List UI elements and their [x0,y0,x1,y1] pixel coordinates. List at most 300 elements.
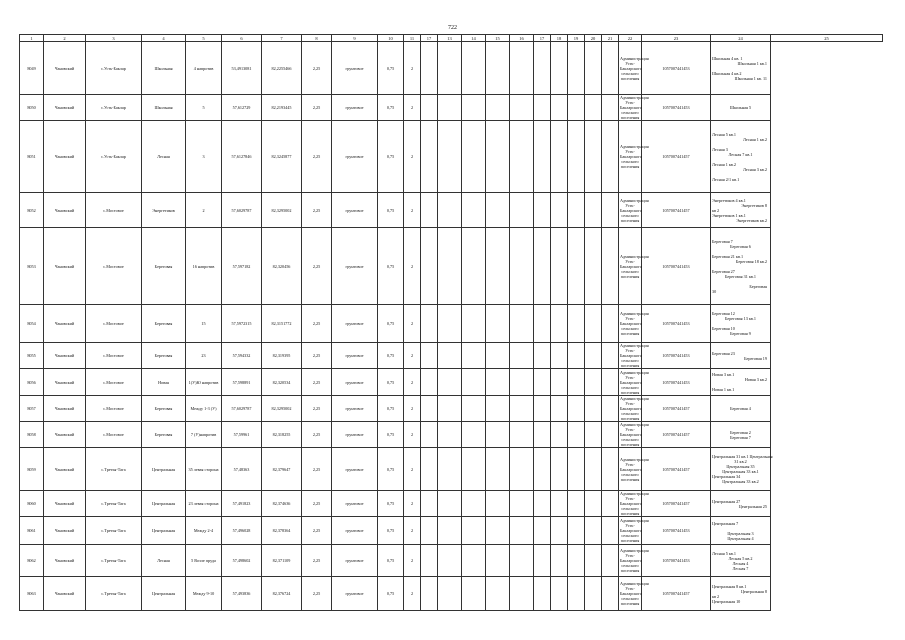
area-cell: 2,25 [302,545,332,577]
empty-cell [534,517,551,545]
area-cell: 2,25 [302,448,332,491]
empty-cell [462,305,486,343]
count-cell: 2 [404,95,421,121]
empty-cell [585,369,602,396]
empty-cell [585,545,602,577]
empty-cell [551,305,568,343]
street-cell: Лесная [142,121,186,193]
address-line: Береговая 31 кв.1 [724,273,757,279]
empty-cell [568,396,585,422]
volume-cell: 0,75 [378,42,404,95]
served-addresses-cell [711,42,771,95]
latitude-cell: 57,6029787 [222,396,262,422]
latitude-cell: 57,5972315 [222,305,262,343]
address-line: кв 2 [712,207,720,213]
area-cell: 2,25 [302,193,332,228]
empty-cell [568,491,585,517]
record-number: 8051 [20,121,44,193]
empty-cell [438,193,462,228]
empty-cell [602,121,619,193]
locality-cell: с.Третья-Тага [86,545,142,577]
volume-cell: 0,75 [378,193,404,228]
volume-cell: 0,75 [378,369,404,396]
header-cell: 19 [568,35,585,42]
header-cell: 24 [711,35,771,42]
address-line: 31 кв.2 [734,459,747,464]
address-line: Новая 3 кв.1 [712,372,735,377]
empty-cell [551,448,568,491]
empty-cell [438,577,462,611]
header-cell: 15 [486,35,510,42]
empty-cell [486,95,510,121]
district-cell: Чановский [44,42,86,95]
address-line: Новая 3 кв.2 [744,377,767,382]
served-addresses-cell [711,228,771,305]
address-line: Лесная 5 кв.1 [712,131,736,137]
address-line: Береговая 9 [730,331,751,336]
house-cell: 23 левая сторона [186,491,222,517]
empty-cell [585,343,602,369]
address-line: Школьная 4 кв.2 [712,70,742,76]
volume-cell: 0,75 [378,517,404,545]
volume-cell: 0,75 [378,305,404,343]
empty-cell [438,343,462,369]
empty-cell [462,343,486,369]
address-line: Береговая 13 кв.1 [724,316,757,321]
latitude-cell: 53,4913081 [222,42,262,95]
administration-cell: Администрация Усть-Бакларского сельского поселения [619,121,642,193]
empty-cell [602,517,619,545]
empty-cell [568,121,585,193]
administration-cell: Администрация Усть-Бакларского сельского поселения [619,448,642,491]
street-cell: Береговая [142,422,186,448]
empty-cell [510,491,534,517]
street-cell: Энергетиков [142,193,186,228]
address-line: Лесная 1 кв.2 [712,161,736,167]
district-cell: Чановский [44,491,86,517]
empty-cell [486,577,510,611]
administration-cell: Администрация Усть-Бакларского сельского поселения [620,518,649,543]
empty-cell [510,448,534,491]
table-row [20,517,883,545]
address-line: Центральная 3 [727,530,754,536]
house-cell: 2 [186,193,222,228]
count-cell: 2 [404,121,421,193]
empty-cell [602,369,619,396]
header-cell: 5 [186,35,222,42]
address-line: Центральная 27 [712,498,741,504]
locality-cell: с.Мостовое [86,422,142,448]
table-row [20,577,883,611]
district-cell: Чановский [44,369,86,396]
empty-cell [568,193,585,228]
page-number: 722 [448,25,457,31]
longitude-cell: 82,378364 [262,517,302,545]
header-cell: 10 [378,35,404,42]
count-cell: 2 [404,577,421,611]
ogrn-cell: 1057007441457 [642,422,711,448]
count-cell: 2 [404,422,421,448]
street-cell: Школьная [142,95,186,121]
table-row [20,369,883,396]
address-line: Энергетиков 4 кв.1 [712,197,746,203]
address-line: Школьная 1 кв.1 [737,60,767,66]
empty-cell [486,369,510,396]
house-cell: Между 1-3 (У) [186,396,222,422]
ogrn-cell: 1057007441457 [642,448,711,491]
volume-cell: 0,75 [378,422,404,448]
header-cell: 6 [222,35,262,42]
empty-cell [602,228,619,305]
address-line: Школьная 1 кв. 11 [734,75,767,81]
empty-cell [462,228,486,305]
empty-cell [438,121,462,193]
address-line: Береговая 2 [730,429,751,435]
record-number: 8054 [20,305,44,343]
header-cell: 2 [44,35,86,42]
address-line: Центральная 31 кв.1 Центральная [712,454,773,459]
surface-cell: грунтовое [332,491,378,517]
administration-cell: Администрация Усть-Бакларского сельского поселения [620,95,649,120]
served-addresses-cell [711,343,771,369]
latitude-cell: 57,493836 [222,577,262,611]
header-cell: 16 [510,35,534,42]
empty-cell [585,577,602,611]
header-cell: 22 [619,35,642,42]
longitude-cell: 82,320456 [262,228,302,305]
ogrn-cell: 1057007441457 [642,491,711,517]
empty-cell [421,422,438,448]
address-line: Береговая 12 [712,311,735,316]
street-cell: Береговая [142,305,186,343]
address-line: Центральная 25 [738,503,767,509]
area-cell: 2,25 [302,422,332,448]
address-line: Береговая 27 [712,268,735,274]
header-cell: 18 [551,35,568,42]
served-addresses-cell [711,305,771,343]
street-cell: Центральная [142,517,186,545]
administration-cell: Администрация Усть-Бакларского сельского поселения [619,577,642,611]
address-line: 30 [712,288,717,294]
header-cell: 21 [602,35,619,42]
empty-cell [462,369,486,396]
empty-cell [510,517,534,545]
address-line: Центральная 35 [726,464,755,469]
district-cell: Чановский [44,422,86,448]
empty-cell [551,95,568,121]
surface-cell: грунтовое [332,228,378,305]
house-cell: 3 [186,121,222,193]
longitude-cell: 82,374636 [262,491,302,517]
administration-cell: Администрация Усть-Бакларского сельского поселения [619,193,642,228]
register-table [19,34,883,611]
table-row [20,422,883,448]
empty-cell [510,577,534,611]
ogrn-cell: 1057007441457 [642,121,711,193]
address-line: Береговая 4 [730,406,751,411]
area-cell: 2,25 [302,42,332,95]
table-row [20,193,883,228]
record-number: 8059 [20,448,44,491]
empty-cell [585,42,602,95]
latitude-cell: 57,612729 [222,95,262,121]
locality-cell: с.Усть-Баклар [86,42,142,95]
address-line: Лесная 5 кв.1 [712,550,736,556]
empty-cell [551,396,568,422]
count-cell: 2 [404,545,421,577]
address-line: Новая 1 кв.1 [712,387,735,392]
empty-cell [602,305,619,343]
empty-cell [462,491,486,517]
empty-cell [568,422,585,448]
empty-cell [602,343,619,369]
record-number: 8049 [20,42,44,95]
empty-cell [510,422,534,448]
empty-cell [421,228,438,305]
empty-cell [421,448,438,491]
latitude-cell: 57,6127846 [222,121,262,193]
house-cell: 16 напротив [186,228,222,305]
served-addresses-cell [711,95,771,121]
empty-cell [462,517,486,545]
table-row [20,42,883,95]
empty-cell [602,422,619,448]
area-cell: 2,25 [302,305,332,343]
locality-cell: с.Третья-Тага [86,491,142,517]
longitude-cell: 82,318255 [262,422,302,448]
district-cell: Чановский [44,95,86,121]
empty-cell [568,343,585,369]
empty-cell [421,577,438,611]
volume-cell: 0,75 [378,448,404,491]
empty-cell [462,577,486,611]
street-cell: Береговая [142,228,186,305]
empty-cell [421,491,438,517]
address-line: Береговая 21 кв.1 [712,253,744,259]
empty-cell [585,491,602,517]
surface-cell: грунтовое [332,369,378,396]
area-cell: 2,25 [302,343,332,369]
address-line: Береговая 7 [712,238,733,244]
empty-cell [585,396,602,422]
header-cell: 23 [642,35,711,42]
street-cell: Центральная [142,491,186,517]
locality-cell: с.Третья-Тага [86,577,142,611]
surface-cell: грунтовое [332,305,378,343]
empty-cell [438,396,462,422]
served-addresses-cell [711,422,771,448]
district-cell: Чановский [44,396,86,422]
locality-cell: с.Мостовое [86,305,142,343]
volume-cell: 0,75 [378,491,404,517]
address-line: Береговая 23 [712,350,735,356]
ogrn-cell: 1057007441453 [642,369,711,396]
empty-cell [510,42,534,95]
empty-cell [534,545,551,577]
record-number: 8060 [20,491,44,517]
record-number: 8056 [20,369,44,396]
empty-cell [534,422,551,448]
ogrn-cell: 1057007441453 [642,545,711,577]
served-addresses-cell [711,369,771,396]
empty-cell [585,517,602,545]
address-line: Центральная 8 [740,588,767,594]
address-line: Центральная 33 кв.1 [722,469,759,474]
empty-cell [486,545,510,577]
address-line: Лесная 3 кв.2 [743,166,767,172]
district-cell: Чановский [44,228,86,305]
header-cell: 13 [438,35,462,42]
empty-cell [534,369,551,396]
longitude-cell: 82,319395 [262,343,302,369]
empty-cell [534,343,551,369]
longitude-cell: 82,3151772 [262,305,302,343]
empty-cell [510,305,534,343]
empty-cell [534,396,551,422]
address-line: Школьная 4 кв. 1 [712,55,743,61]
administration-cell: Администрация Усть-Бакларского сельского поселения [620,491,649,516]
longitude-cell: 82,3295002 [262,193,302,228]
header-cell: 9 [332,35,378,42]
district-cell: Чановский [44,545,86,577]
street-cell: Береговая [142,343,186,369]
empty-cell [551,193,568,228]
record-number: 8057 [20,396,44,422]
empty-cell [585,422,602,448]
empty-cell [421,517,438,545]
volume-cell: 0,75 [378,545,404,577]
record-number: 8050 [20,95,44,121]
surface-cell: грунтовое [332,121,378,193]
latitude-cell: 57,498602 [222,545,262,577]
latitude-cell: 57,6029787 [222,193,262,228]
longitude-cell: 82,2193445 [262,95,302,121]
address-line: Лесная 5 кв.2 [728,555,753,561]
street-cell: Новая [142,369,186,396]
latitude-cell: 57,48363 [222,448,262,491]
empty-cell [510,369,534,396]
empty-cell [486,305,510,343]
empty-cell [534,42,551,95]
empty-cell [510,193,534,228]
empty-cell [462,448,486,491]
longitude-cell: 82,379647 [262,448,302,491]
surface-cell: грунтовое [332,448,378,491]
empty-cell [486,517,510,545]
empty-cell [534,95,551,121]
empty-cell [421,193,438,228]
empty-cell [534,491,551,517]
empty-cell [534,577,551,611]
address-line: Центральная 8 кв.1 [712,583,747,589]
empty-cell [602,491,619,517]
ogrn-cell: 1057007441457 [642,396,711,422]
locality-cell: с.Третья-Тага [86,448,142,491]
surface-cell: грунтовое [332,517,378,545]
empty-cell [438,369,462,396]
empty-cell [462,422,486,448]
empty-cell [438,42,462,95]
empty-cell [510,396,534,422]
empty-cell [551,517,568,545]
header-cell: 7 [262,35,302,42]
empty-cell [568,545,585,577]
empty-cell [462,545,486,577]
header-cell: 20 [585,35,602,42]
empty-cell [421,42,438,95]
empty-cell [534,448,551,491]
record-number: 8055 [20,343,44,369]
address-line: Центральная 7 [712,520,739,526]
empty-cell [568,95,585,121]
address-line: Центральная 10 [712,598,741,604]
table-row [20,305,883,343]
address-line: Лесная 7 [732,565,749,571]
street-cell: Лесная [142,545,186,577]
street-cell: Центральная [142,577,186,611]
district-cell: Чановский [44,193,86,228]
latitude-cell: 57,59961 [222,422,262,448]
administration-cell: Администрация Усть-Бакларского сельского поселения [619,305,642,343]
empty-cell [421,305,438,343]
ogrn-cell: 1057007441453 [642,517,711,545]
house-cell: Между 9-10 [186,577,222,611]
locality-cell: с.Мостовое [86,369,142,396]
street-cell: Береговая [142,396,186,422]
administration-cell: Администрация Усть-Бакларского сельского поселения [620,396,649,421]
header-cell: 8 [302,35,332,42]
locality-cell: с.Мостовое [86,193,142,228]
table-row [20,121,883,193]
surface-cell: грунтовое [332,343,378,369]
latitude-cell: 57,597182 [222,228,262,305]
empty-cell [438,228,462,305]
empty-cell [551,121,568,193]
longitude-cell: 82,320534 [262,369,302,396]
empty-cell [462,95,486,121]
address-line: Береговая 19 [744,355,767,361]
address-line: Лесная 3 [712,146,728,152]
address-line: Береговая 10 [712,326,735,331]
surface-cell: грунтовое [332,422,378,448]
house-cell: 5 [186,95,222,121]
count-cell: 2 [404,448,421,491]
served-addresses-cell [711,491,771,517]
address-line: Береговая 18 кв.2 [735,258,767,264]
longitude-cell: 82,3295002 [262,396,302,422]
surface-cell: грунтовое [332,577,378,611]
empty-cell [510,545,534,577]
house-cell: 35 левая сторона [186,448,222,491]
count-cell: 2 [404,491,421,517]
house-cell: 23 [186,343,222,369]
empty-cell [551,369,568,396]
ogrn-cell: 1057007441457 [642,193,711,228]
house-cell: 1(У)Ю напротив [186,369,222,396]
count-cell: 2 [404,228,421,305]
longitude-cell: 82,376724 [262,577,302,611]
empty-cell [462,121,486,193]
header-row [20,35,883,42]
empty-cell [421,396,438,422]
surface-cell: грунтовое [332,193,378,228]
table-row [20,545,883,577]
area-cell: 2,25 [302,369,332,396]
latitude-cell: 57,594332 [222,343,262,369]
administration-cell: Администрация Усть-Бакларского сельского поселения [619,228,642,305]
served-addresses-cell [711,577,771,611]
table-row [20,228,883,305]
